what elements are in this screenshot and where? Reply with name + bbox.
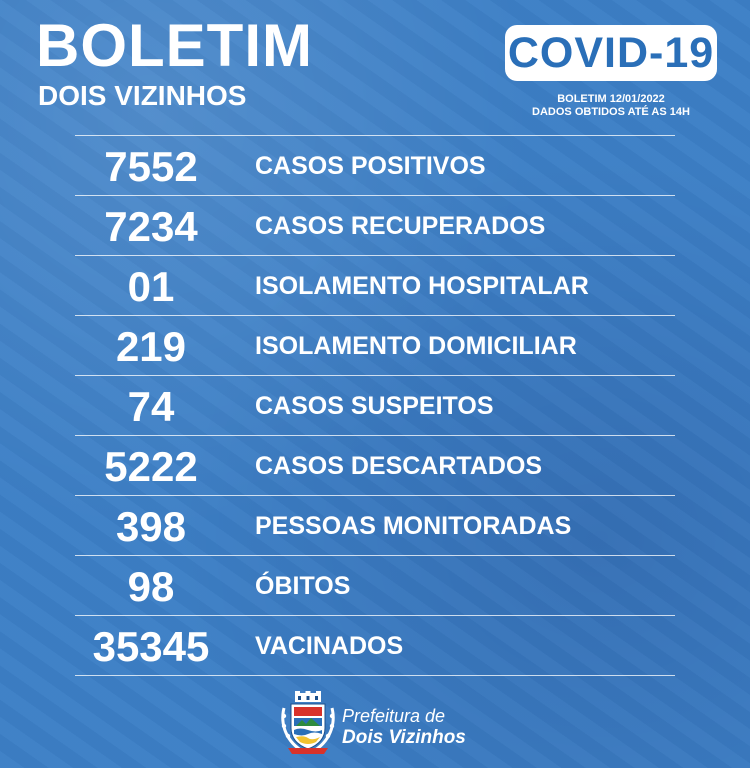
- stat-row: [75, 555, 675, 615]
- stat-label: PESSOAS MONITORADAS: [255, 512, 572, 540]
- stat-label: CASOS SUSPEITOS: [255, 392, 494, 420]
- covid-badge: COVID-19: [505, 25, 717, 81]
- stat-label: ISOLAMENTO HOSPITALAR: [255, 272, 589, 300]
- stat-value: 98: [127, 563, 175, 610]
- stat-label: CASOS RECUPERADOS: [255, 212, 546, 240]
- stat-label: VACINADOS: [255, 632, 404, 660]
- stat-label: ISOLAMENTO DOMICILIAR: [255, 332, 577, 360]
- bulletin-note: DADOS OBTIDOS ATÉ AS 14H: [532, 106, 690, 118]
- stat-row: [75, 495, 675, 555]
- bulletin-date: BOLETIM 12/01/2022: [557, 93, 665, 105]
- prefeitura-logo: [278, 690, 498, 756]
- stat-label: CASOS POSITIVOS: [255, 152, 486, 180]
- stats-table: [75, 135, 675, 676]
- stat-row: [75, 135, 675, 195]
- footer-prefeitura-label: Prefeitura de: [342, 706, 446, 726]
- stat-value: 7234: [104, 203, 198, 250]
- stat-value: 35345: [92, 623, 210, 670]
- stat-value: 01: [127, 263, 175, 310]
- city-name: DOIS VIZINHOS: [38, 80, 247, 111]
- footer-city-label: Dois Vizinhos: [342, 727, 466, 748]
- stat-row: [75, 615, 675, 676]
- stat-row: [75, 375, 675, 435]
- stat-label: ÓBITOS: [255, 572, 351, 600]
- stat-row: [75, 435, 675, 495]
- stat-value: 74: [127, 383, 175, 430]
- municipal-crest-icon: [278, 690, 338, 756]
- stat-row: [75, 315, 675, 375]
- stat-row: [75, 255, 675, 315]
- stat-row: [75, 195, 675, 255]
- page-title: BOLETIM: [36, 12, 313, 79]
- stat-value: 219: [115, 323, 187, 370]
- stat-value: 5222: [104, 443, 198, 490]
- stat-value: 7552: [104, 143, 198, 190]
- stat-label: CASOS DESCARTADOS: [255, 452, 543, 480]
- stat-value: 398: [115, 503, 187, 550]
